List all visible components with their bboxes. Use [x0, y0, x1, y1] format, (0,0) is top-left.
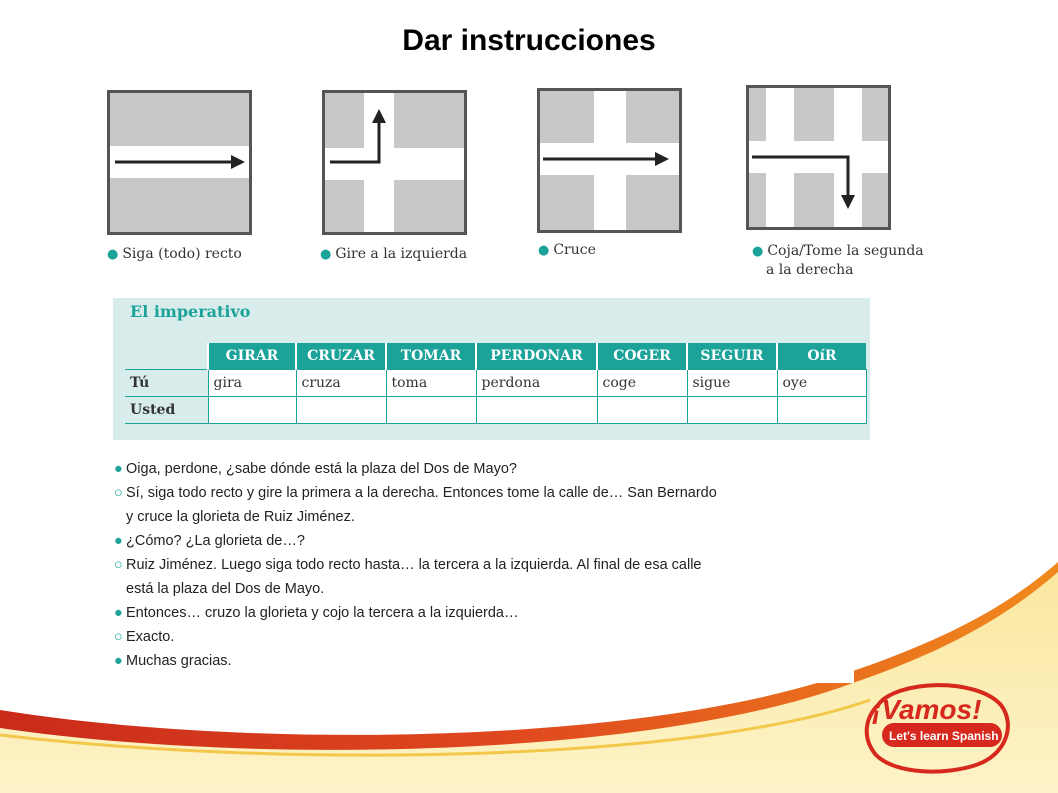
- dialogue-line: ● ¿Cómo? ¿La glorieta de…?: [114, 529, 854, 553]
- table-corner: [125, 343, 208, 370]
- table-row: [125, 370, 866, 397]
- bullet-icon: ●: [114, 605, 123, 621]
- table-cell: gira: [208, 370, 296, 397]
- table-row: [125, 397, 866, 424]
- dialogue-line: ● Muchas gracias.: [114, 649, 854, 673]
- verb-header: OíR: [777, 343, 866, 370]
- verb-header: GIRAR: [208, 343, 296, 370]
- bullet-icon: ●: [114, 461, 123, 477]
- table-cell: [386, 397, 476, 424]
- vamos-logo: [856, 675, 1016, 780]
- dialogue-line: ○ Ruiz Jiménez. Luego siga todo recto hasta… la tercera a la izquierda. Al final de esa calle: [114, 553, 854, 577]
- cross-arrow-icon: [537, 88, 682, 233]
- page-title: Dar instrucciones: [402, 24, 656, 57]
- straight-arrow-icon: [107, 90, 252, 235]
- row-label: Usted: [125, 397, 208, 424]
- table-cell: perdona: [476, 370, 597, 397]
- table-cell: [476, 397, 597, 424]
- second-right-diagram: [746, 85, 891, 230]
- caption-turn-left: ● Gire a la izquierda: [320, 246, 468, 262]
- verb-header: TOMAR: [386, 343, 476, 370]
- table-cell: [208, 397, 296, 424]
- dialogue-line: está la plaza del Dos de Mayo.: [114, 577, 854, 601]
- bullet-icon: ○: [114, 485, 123, 501]
- turn-up-arrow-icon: [322, 90, 467, 235]
- table-cell: sigue: [687, 370, 777, 397]
- dialogue-line: ● Entonces… cruzo la glorieta y cojo la tercera a la izquierda…: [114, 601, 854, 625]
- imperative-box: [113, 298, 870, 440]
- table-cell: cruza: [296, 370, 386, 397]
- verb-header: COGER: [597, 343, 687, 370]
- bullet-icon: ●: [114, 653, 123, 669]
- verb-header: PERDONAR: [476, 343, 597, 370]
- dialogue-line: ● Oiga, perdone, ¿sabe dónde está la plaza del Dos de Mayo?: [114, 457, 854, 481]
- verb-header: SEGUIR: [687, 343, 777, 370]
- cross-diagram: [537, 88, 682, 233]
- table-cell: [296, 397, 386, 424]
- bullet-icon: ●: [114, 533, 123, 549]
- table-cell: [687, 397, 777, 424]
- logo-tagline: Let's learn Spanish: [889, 729, 999, 743]
- table-cell: [777, 397, 866, 424]
- conjugation-table: [125, 343, 867, 424]
- bullet-icon: ○: [114, 557, 123, 573]
- logo-brand: ¡Vamos!: [872, 694, 982, 725]
- caption-second-right: ● Coja/Tome la segunda a la derecha: [752, 243, 924, 278]
- verb-header: CRUZAR: [296, 343, 386, 370]
- dialogue-line: y cruce la glorieta de Ruiz Jiménez.: [114, 505, 854, 529]
- dialogue-line: ○ Exacto.: [114, 625, 854, 649]
- row-label: Tú: [125, 370, 208, 397]
- caption-cross: ● Cruce: [538, 242, 596, 258]
- bullet-icon: [114, 577, 126, 601]
- bullet-icon: [114, 505, 126, 529]
- imperative-heading: El imperativo: [130, 302, 251, 321]
- straight-diagram: [107, 90, 252, 235]
- table-cell: coge: [597, 370, 687, 397]
- table-cell: oye: [777, 370, 866, 397]
- table-cell: [597, 397, 687, 424]
- turn-diagram: [322, 90, 467, 235]
- dialogue-line: ○ Sí, siga todo recto y gire la primera a la derecha. Entonces tome la calle de… San Bernardo: [114, 481, 854, 505]
- second-right-arrow-icon: [746, 85, 891, 230]
- bullet-icon: ○: [114, 629, 123, 645]
- dialogue-panel: [114, 457, 854, 683]
- caption-straight: ● Siga (todo) recto: [107, 246, 242, 262]
- table-cell: toma: [386, 370, 476, 397]
